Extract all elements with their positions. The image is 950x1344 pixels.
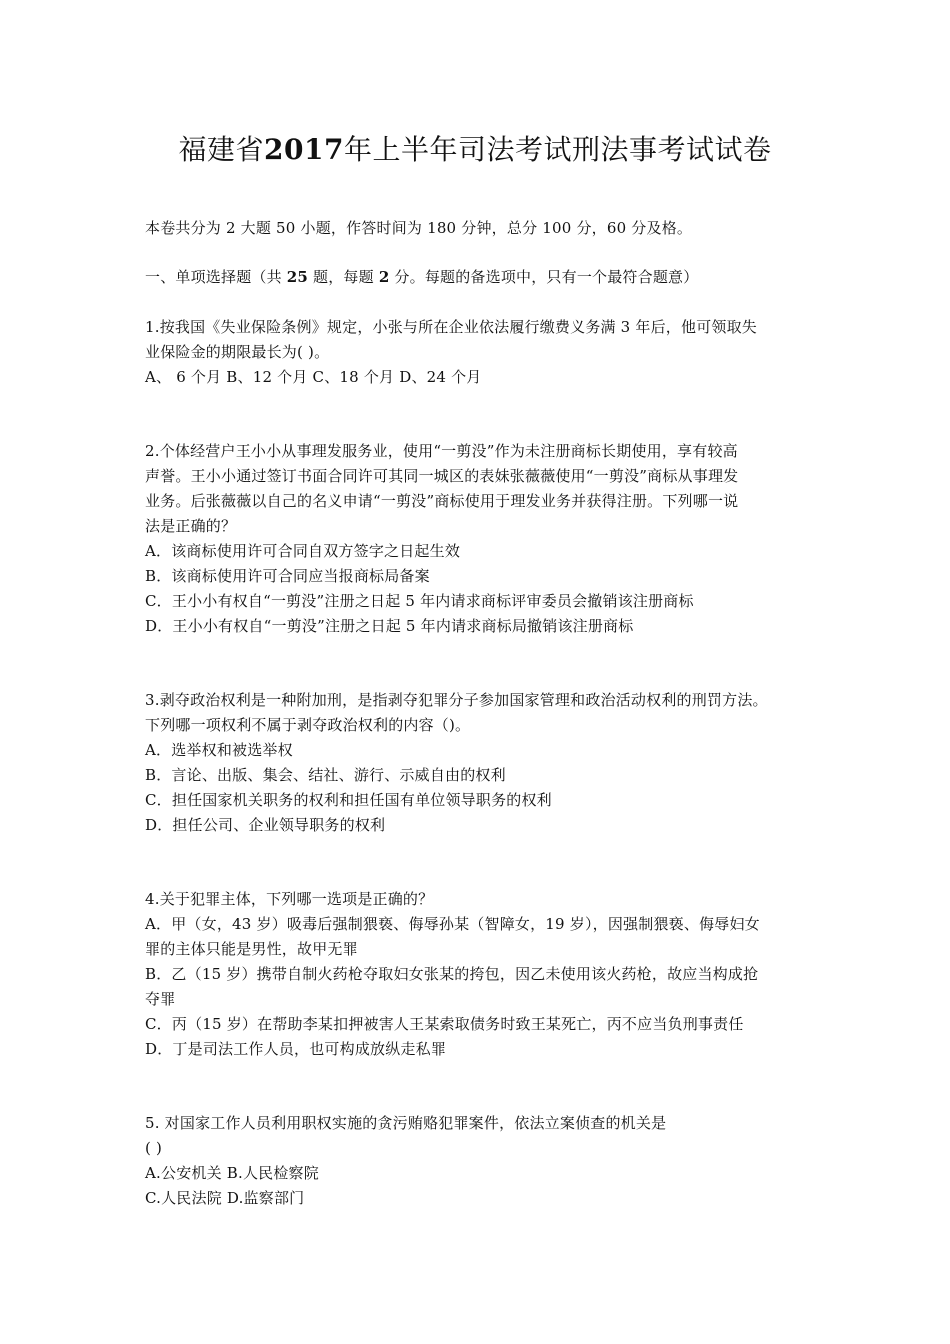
question-2-option-d: D．王小小有权自“一剪没”注册之日起 5 年内请求商标局撤销该注册商标 bbox=[145, 617, 634, 635]
question-3-stem-line: 3.剥夺政治权利是一种附加刑，是指剥夺犯罪分子参加国家管理和政治活动权利的刑罚方法。 bbox=[145, 691, 768, 709]
section-heading: 一、单项选择题（共 25 题，每题 2 分。每题的备选项中，只有一个最符合题意） bbox=[145, 268, 699, 286]
question-2-option-c: C．王小小有权自“一剪没”注册之日起 5 年内请求商标评审委员会撤销该注册商标 bbox=[145, 592, 694, 610]
question-4-option-c: C．丙（15 岁）在帮助李某扣押被害人王某索取债务时致王某死亡，丙不应当负刑事责任 bbox=[145, 1015, 744, 1033]
question-4-option-b-cont: 夺罪 bbox=[145, 990, 176, 1008]
question-2-stem-line: 法是正确的？ bbox=[145, 517, 237, 535]
question-3-option-c: C．担任国家机关职务的权利和担任国有单位领导职务的权利 bbox=[145, 791, 552, 809]
exam-intro: 本卷共分为 2 大题 50 小题，作答时间为 180 分钟，总分 100 分，60 分及格。 bbox=[145, 219, 693, 237]
points-per-question: 2 bbox=[378, 268, 390, 286]
question-1-stem-line: 业保险金的期限最长为( )。 bbox=[145, 343, 330, 361]
question-count: 25 bbox=[286, 268, 309, 286]
question-4-option-a: A．甲（女，43 岁）吸毒后强制猥亵、侮辱孙某（智障女，19 岁），因强制猥亵、侮辱妇女 bbox=[145, 915, 760, 933]
title-suffix: 年上半年司法考试刑法事考试试卷 bbox=[343, 133, 772, 166]
question-1-stem-line: 1.按我国《失业保险条例》规定，小张与所在企业依法履行缴费义务满 3 年后，他可领取失 bbox=[145, 318, 757, 336]
question-4-option-a-cont: 罪的主体只能是男性，故甲无罪 bbox=[145, 940, 358, 958]
question-4-option-d: D．丁是司法工作人员，也可构成放纵走私罪 bbox=[145, 1040, 447, 1058]
question-2-stem-line: 声誉。王小小通过签订书面合同许可其同一城区的表妹张薇薇使用“一剪没”商标从事理发 bbox=[145, 467, 739, 485]
question-5-stem-line: ( ) bbox=[145, 1139, 163, 1157]
document-title bbox=[0, 128, 950, 172]
question-2-stem-line: 业务。后张薇薇以自己的名义申请“一剪没”商标使用于理发业务并获得注册。下列哪一说 bbox=[145, 492, 739, 510]
question-2-option-a: A．该商标使用许可合同自双方签字之日起生效 bbox=[145, 542, 461, 560]
question-5-options-cd: C.人民法院 D.监察部门 bbox=[145, 1189, 305, 1207]
question-4-option-b: B．乙（15 岁）携带自制火药枪夺取妇女张某的挎包，因乙未使用该火药枪，故应当构成抢 bbox=[145, 965, 759, 983]
question-5-options-ab: A.公安机关 B.人民检察院 bbox=[145, 1164, 319, 1182]
question-2-option-b: B．该商标使用许可合同应当报商标局备案 bbox=[145, 567, 430, 585]
title-prefix: 福建省 bbox=[178, 133, 265, 166]
question-5-stem-line: 5. 对国家工作人员利用职权实施的贪污贿赂犯罪案件，依法立案侦查的机关是 bbox=[145, 1114, 667, 1132]
question-4-stem-line: 4.关于犯罪主体，下列哪一选项是正确的？ bbox=[145, 890, 434, 908]
question-1-options: A、 6 个月 B、12 个月 C、18 个月 D、24 个月 bbox=[145, 368, 482, 386]
question-3-option-a: A．选举权和被选举权 bbox=[145, 741, 293, 759]
question-3-stem-line: 下列哪一项权利不属于剥夺政治权利的内容（)。 bbox=[145, 716, 471, 734]
question-2-stem-line: 2.个体经营户王小小从事理发服务业，使用“一剪没”作为未注册商标长期使用，享有较高 bbox=[145, 442, 738, 460]
question-3-option-b: B．言论、出版、集会、结社、游行、示威自由的权利 bbox=[145, 766, 506, 784]
question-3-option-d: D．担任公司、企业领导职务的权利 bbox=[145, 816, 386, 834]
title-year: 2017 bbox=[264, 133, 344, 166]
